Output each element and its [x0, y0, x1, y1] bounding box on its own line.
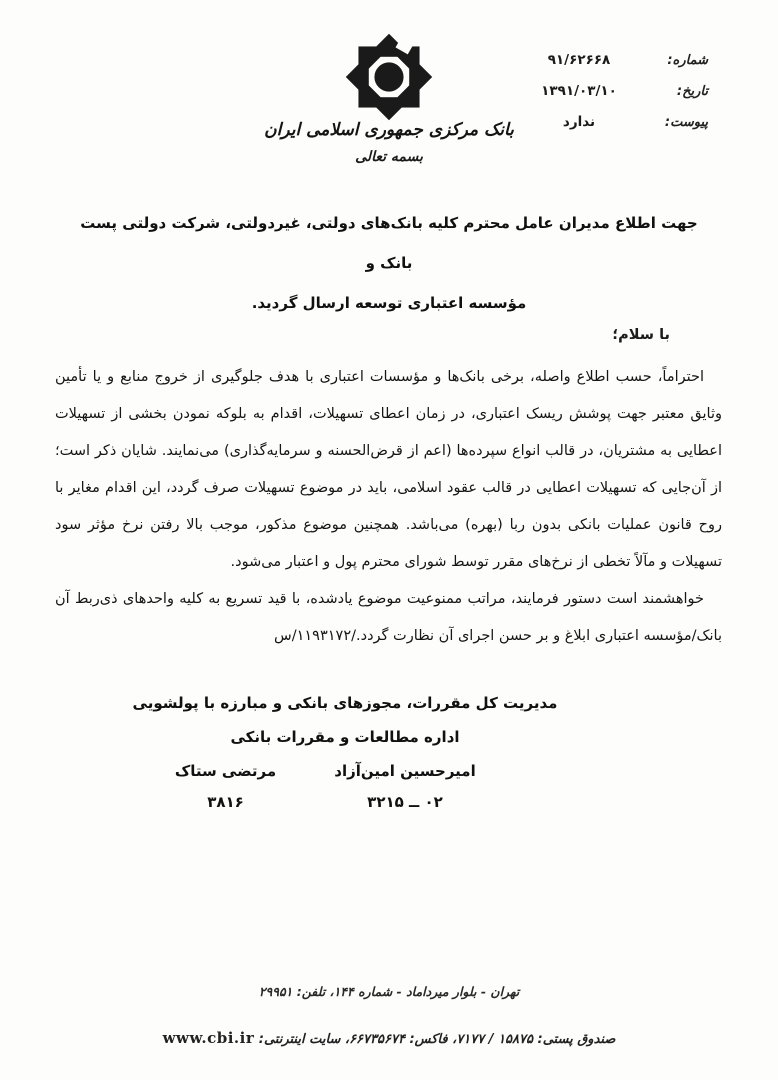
meta-value-number: ۹۱/۶۲۶۶۸	[547, 52, 611, 68]
signature-department: اداره مطالعات و مقررات بانکی	[230, 728, 460, 746]
letter-body	[55, 359, 722, 655]
body-paragraph-2: خواهشمند است دستور فرمایند، مراتب ممنوعیت موضوع یادشده، با قید تسریع به کلیه واحدهای ذی‌ربط آن بانک/مؤسسه اعتباری ابلاغ و بر حسن اجرای آن نظارت گردد./۱۱۹۳۱۷۲/س	[55, 591, 722, 644]
header-meta	[520, 52, 708, 130]
signer-primary-name: امیرحسین امین‌آزاد	[334, 762, 476, 780]
signer-primary	[310, 762, 500, 811]
signature-block	[95, 694, 595, 824]
central-bank-emblem-icon	[342, 30, 436, 124]
signer-secondary-extension: ۳۸۱۶	[207, 793, 244, 811]
body-paragraph-1: احتراماً، حسب اطلاع واصله، برخی بانک‌ها و مؤسسات اعتباری با هدف جلوگیری از خروج منابع و یا تأمین وثایق معتبر جهت پوشش ریسک اعتباری، در زمان اعطای تسهیلات، اقدام به بلوکه نمودن بخشی از تسهیلات اعطایی به مشتریان، در قالب انواع سپرده‌ها (اعم از قرض‌الحسنه و سرمایه‌گذاری) می‌نمایند. شایان ذکر است؛ از آن‌جایی که تسهیلات اعطایی در قالب عقود اسلامی، باید در موضوع تسهیلات صرف گردد، این اقدام مغایر با روح قانون عملیات بانکی بدون ربا (بهره) می‌باشد. همچنین موضوع مذکور، موجب بالا رفتن نرخ مؤثر سود تسهیلات و مآلاً تخطی از نرخ‌های مقرر توسط شورای محترم پول و اعتبار می‌شود.	[55, 369, 722, 570]
distribution-notice	[72, 203, 706, 323]
footer-contact-text: صندوق پستی: ۱۵۸۷۵ / ۷۱۷۷، فاکس: ۶۶۷۳۵۶۷۴، سایت اینترنتی:	[254, 1032, 616, 1047]
signature-directorate: مدیریت کل مقررات، مجوزهای بانکی و مبارزه با پولشویی	[132, 694, 558, 712]
distribution-notice-line1: جهت اطلاع مدیران عامل محترم کلیه بانک‌های دولتی، غیردولتی، شرکت دولتی پست بانک و	[80, 214, 698, 272]
distribution-notice-line2: مؤسسه اعتباری توسعه ارسال گردید.	[251, 294, 527, 312]
footer-website: www.cbi.ir	[162, 1029, 255, 1047]
salutation: با سلام؛	[612, 327, 670, 343]
meta-value-date: ۱۳۹۱/۰۳/۱۰	[541, 83, 617, 99]
footer-address: تهران - بلوار میرداماد - شماره ۱۴۴، تلفن: ۲۹۹۵۱	[258, 984, 520, 999]
footer-contact	[0, 1029, 778, 1047]
besmele-calligraphy: بسمه تعالی	[355, 149, 423, 165]
meta-value-attachment: ندارد	[562, 114, 596, 130]
meta-label-date: تاریخ:	[676, 83, 708, 99]
signer-secondary	[133, 762, 318, 811]
signer-primary-extension: ۰۲ ــ ۳۲۱۵	[367, 793, 443, 811]
bank-name-calligraphy: بانک مرکزی جمهوری اسلامی ایران	[264, 120, 514, 140]
meta-label-number: شماره:	[667, 52, 708, 68]
meta-label-attachment: پیوست:	[664, 114, 708, 130]
signer-secondary-name: مرتضی ستاک	[174, 762, 277, 780]
